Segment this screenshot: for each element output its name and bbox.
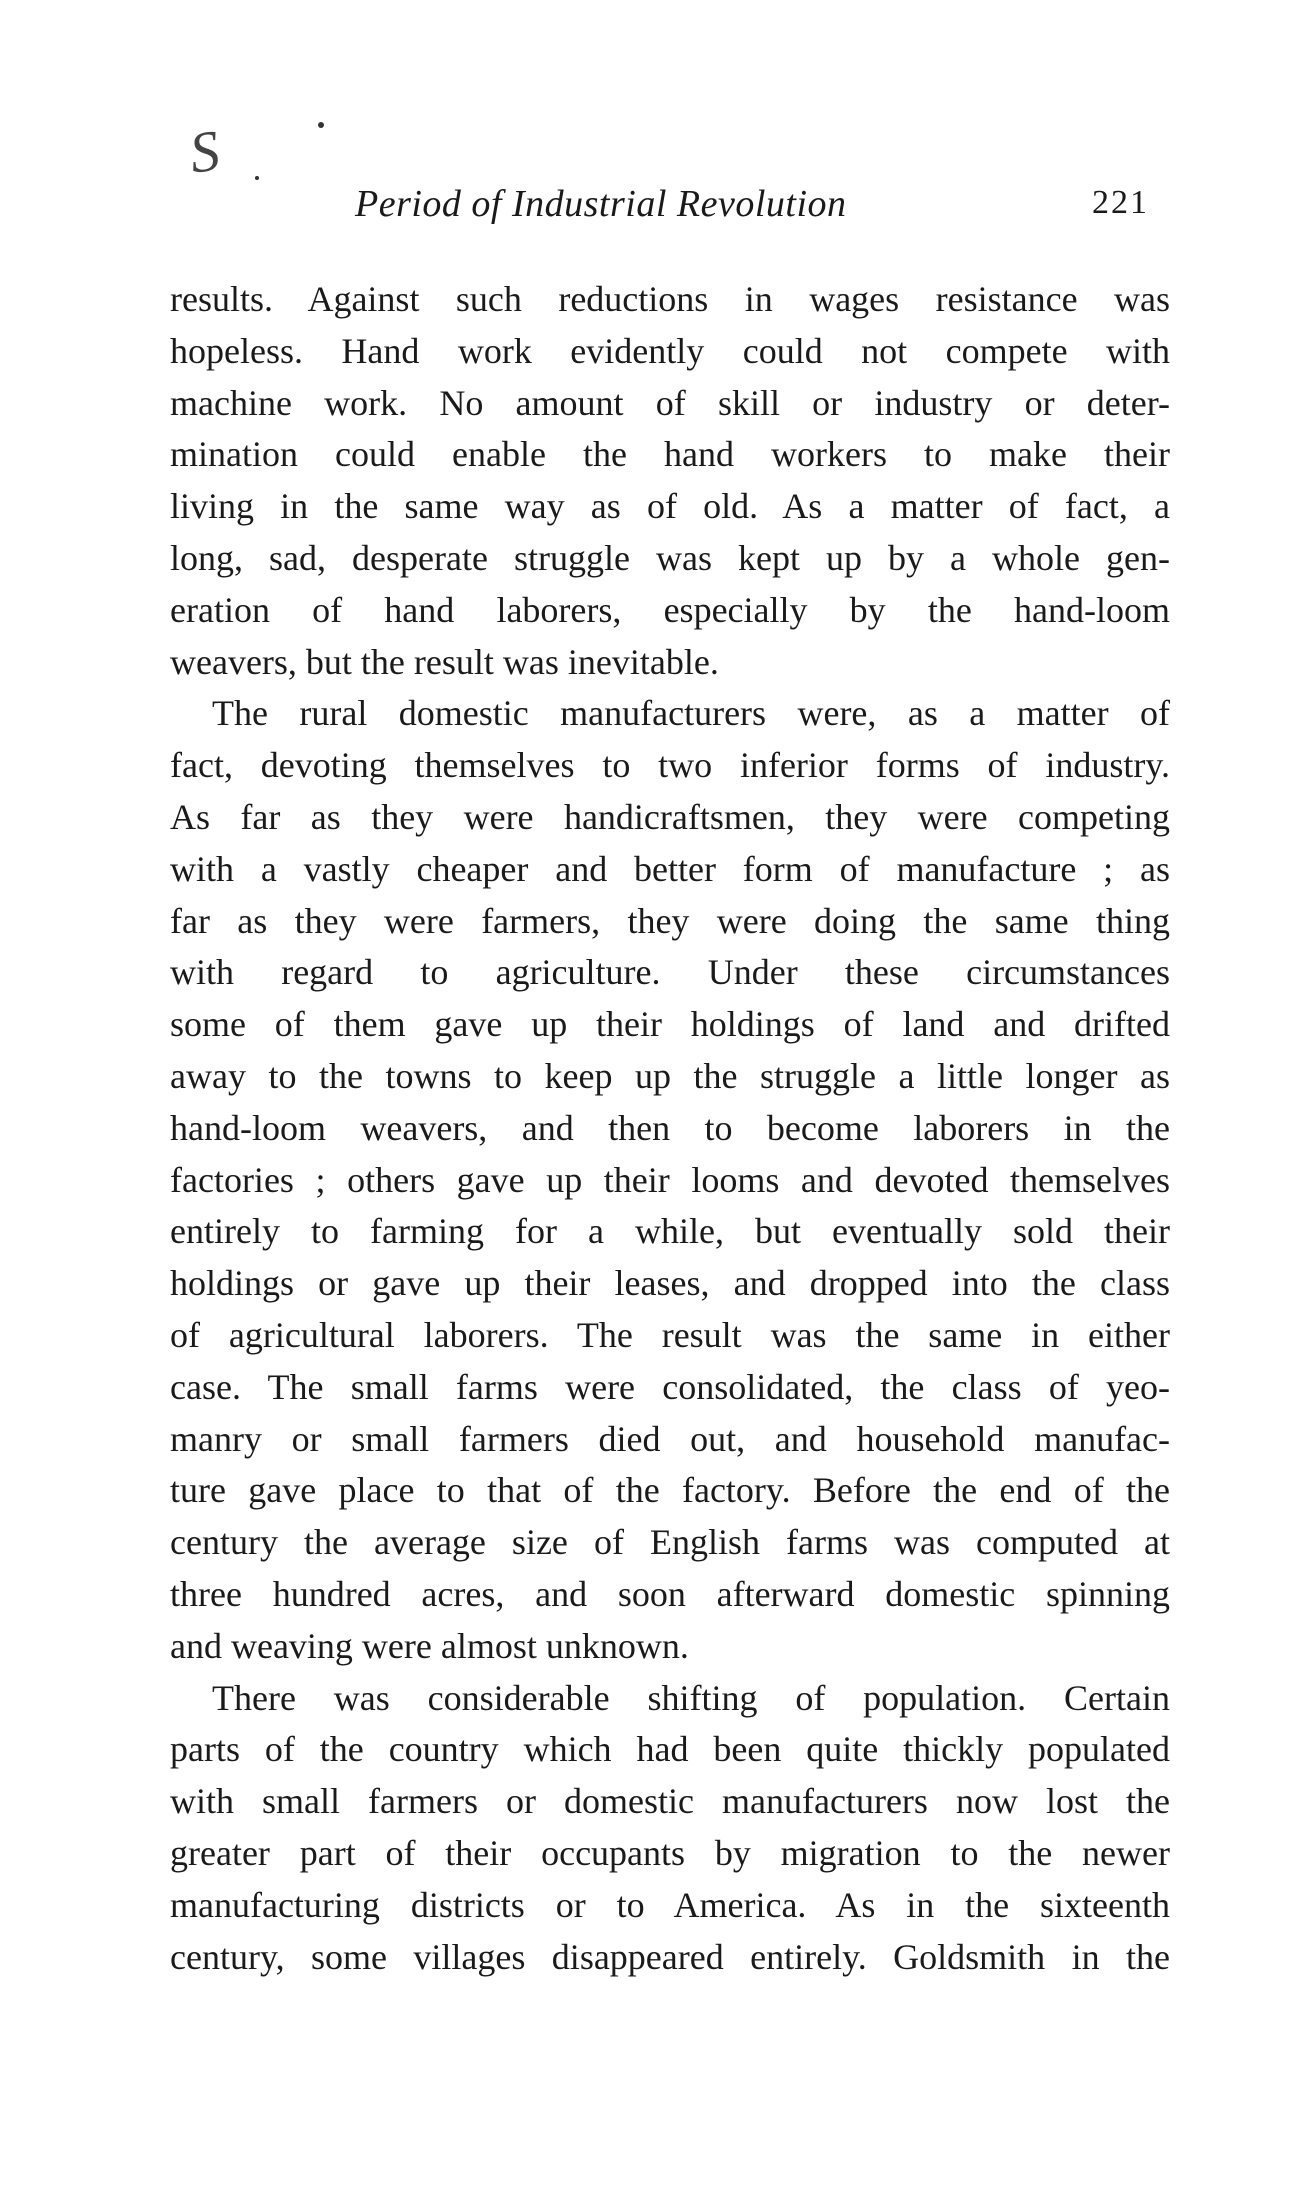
- ink-dot: [318, 122, 324, 128]
- text-line: away to the towns to keep up the struggle a little longer as: [170, 1055, 1170, 1096]
- text-line: holdings or gave up their leases, and dropped into the class: [170, 1263, 1170, 1304]
- text-line: century, some villages disappeared entirely. Goldsmith in the: [170, 1936, 1170, 1977]
- text-line: with small farmers or domestic manufacturers now lost the: [170, 1781, 1170, 1822]
- body-text: [170, 274, 1170, 1983]
- text-line: manufacturing districts or to America. As in the sixteenth: [170, 1884, 1170, 1925]
- text-line: entirely to farming for a while, but eventually sold their: [170, 1211, 1170, 1252]
- text-line: of agricultural laborers. The result was the same in either: [170, 1314, 1170, 1355]
- running-head: Period of Industrial Revolution: [355, 183, 847, 225]
- text-line: As far as they were handicraftsmen, they were competing: [170, 796, 1170, 837]
- text-line: machine work. No amount of skill or industry or deter-: [170, 382, 1170, 423]
- text-line: three hundred acres, and soon afterward domestic spinning: [170, 1573, 1170, 1614]
- ink-dot: [255, 176, 259, 180]
- text-line: far as they were farmers, they were doing the same thing: [170, 900, 1170, 941]
- text-line: greater part of their occupants by migration to the newer: [170, 1832, 1170, 1873]
- text-line: some of them gave up their holdings of land and drifted: [170, 1004, 1170, 1045]
- paragraph: [170, 688, 1170, 1672]
- text-line: with regard to agriculture. Under these circumstances: [170, 952, 1170, 993]
- paragraph: [170, 1673, 1170, 1984]
- text-line: century the average size of English farms was computed at: [170, 1522, 1170, 1563]
- text-line: manry or small farmers died out, and household manufac-: [170, 1418, 1170, 1459]
- page-number: 221: [1092, 184, 1149, 221]
- paragraph: [170, 274, 1170, 688]
- text-line: with a vastly cheaper and better form of manufacture ; as: [170, 848, 1170, 889]
- text-line: mination could enable the hand workers to make their: [170, 434, 1170, 475]
- text-line: parts of the country which had been quite thickly populated: [170, 1729, 1170, 1770]
- text-line: weavers, but the result was inevitable.: [170, 641, 719, 682]
- text-line: ture gave place to that of the factory. Before the end of the: [170, 1470, 1170, 1511]
- text-line: and weaving were almost unknown.: [170, 1625, 689, 1666]
- text-line: results. Against such reductions in wages resistance was: [170, 279, 1170, 319]
- text-line: case. The small farms were consolidated, the class of yeo-: [170, 1366, 1170, 1407]
- text-line: The rural domestic manufacturers were, as a matter of: [212, 693, 1170, 734]
- text-line: There was considerable shifting of population. Certain: [212, 1677, 1170, 1718]
- text-line: hopeless. Hand work evidently could not compete with: [170, 330, 1170, 371]
- text-line: eration of hand laborers, especially by the hand-loom: [170, 589, 1170, 630]
- text-line: hand-loom weavers, and then to become laborers in the: [170, 1107, 1170, 1148]
- text-line: living in the same way as of old. As a matter of fact, a: [170, 486, 1170, 527]
- text-line: long, sad, desperate struggle was kept up by a whole gen-: [170, 537, 1170, 578]
- margin-mark: S: [185, 117, 224, 186]
- text-line: factories ; others gave up their looms and devoted themselves: [170, 1159, 1170, 1200]
- text-line: fact, devoting themselves to two inferior forms of industry.: [170, 745, 1170, 786]
